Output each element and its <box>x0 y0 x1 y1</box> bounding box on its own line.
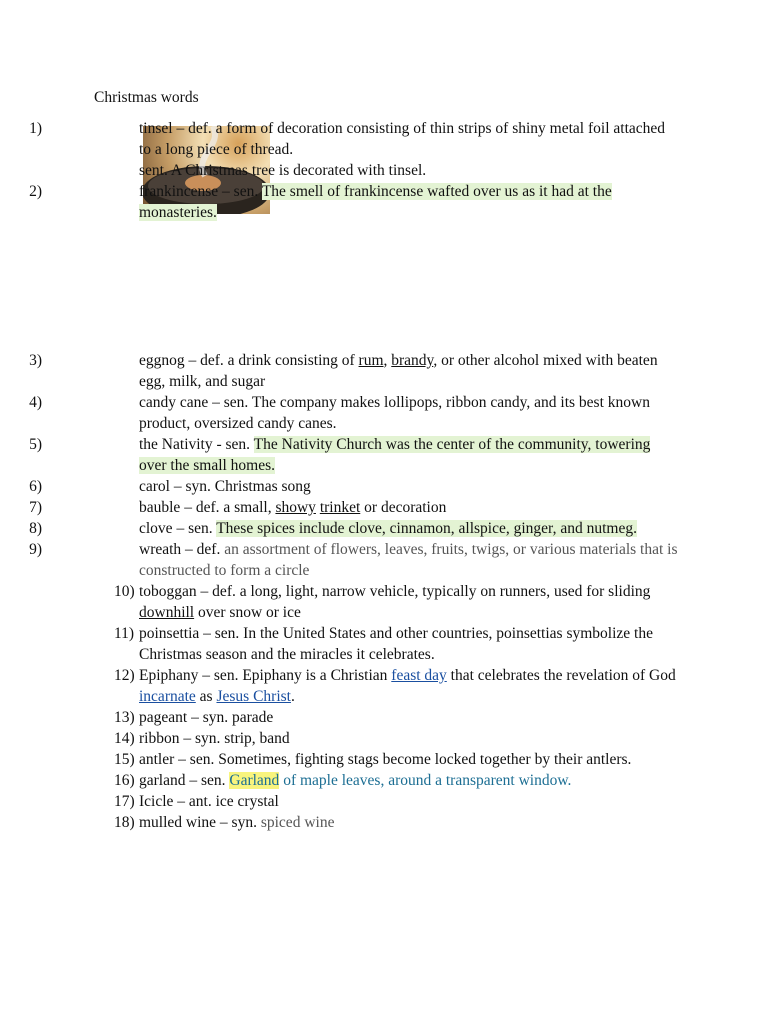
text-span: The Nativity Church was the center of the community, towering over the small homes. <box>139 436 651 474</box>
item-number: 6) <box>29 478 42 495</box>
list-item <box>0 728 679 749</box>
list-item <box>0 350 679 392</box>
item-number: 15) <box>114 751 135 768</box>
text-span: an assortment of flowers, leaves, fruits, twigs, or various materials that is constructed to form a circle <box>139 541 678 579</box>
vocabulary-list <box>0 118 768 833</box>
text-span: of maple leaves, around a transparent window. <box>279 772 572 789</box>
item-number: 10) <box>114 583 135 600</box>
item-text <box>139 751 631 768</box>
item-text <box>139 478 311 495</box>
text-span: sent. A Christmas tree is decorated with tinsel. <box>139 162 427 179</box>
text-span: that celebrates the revelation of God <box>446 667 676 684</box>
list-item <box>0 497 679 518</box>
item-number: 16) <box>114 772 135 789</box>
text-span: These spices include clove, cinnamon, allspice, ginger, and nutmeg. <box>216 520 637 537</box>
item-text <box>139 541 678 579</box>
text-span: as <box>195 688 217 705</box>
text-span: brandy <box>391 352 434 369</box>
list-item <box>0 518 679 539</box>
item-number: 18) <box>114 814 135 831</box>
text-span: showy <box>275 499 316 516</box>
text-link[interactable]: Jesus Christ <box>216 688 291 705</box>
text-span: bauble – def. a small, <box>139 499 276 516</box>
item-text <box>139 394 650 432</box>
text-span: Epiphany – sen. Epiphany is a Christian <box>139 667 392 684</box>
text-span: garland – sen. <box>139 772 230 789</box>
text-span: antler – sen. Sometimes, fighting stags become locked together by their antlers. <box>139 751 632 768</box>
page-title: Christmas words <box>94 89 199 106</box>
item-text <box>139 436 650 474</box>
text-link[interactable]: feast day <box>391 667 447 684</box>
text-span: eggnog – def. a drink consisting of <box>139 352 359 369</box>
list-item <box>0 434 679 476</box>
item-text <box>139 625 653 663</box>
text-span: the Nativity - sen. <box>139 436 254 453</box>
item-number: 1) <box>29 120 42 137</box>
text-span: spiced wine <box>260 814 335 831</box>
item-text <box>139 499 446 516</box>
item-number: 3) <box>29 352 42 369</box>
item-number: 7) <box>29 499 42 516</box>
text-link[interactable]: incarnate <box>139 688 196 705</box>
list-item <box>0 581 679 623</box>
item-text <box>139 352 658 390</box>
list-item <box>0 812 679 833</box>
text-span: The smell of frankincense wafted over us as it had at the monasteries. <box>139 183 612 221</box>
list-item <box>0 770 679 791</box>
text-span: clove – sen. <box>139 520 217 537</box>
item-number: 4) <box>29 394 42 411</box>
list-item <box>0 749 679 770</box>
item-number: 17) <box>114 793 135 810</box>
list-item <box>0 665 679 707</box>
item-text <box>139 667 676 705</box>
text-span: toboggan – def. a long, light, narrow vehicle, typically on runners, used for sliding <box>139 583 651 600</box>
text-span: carol – syn. Christmas song <box>139 478 311 495</box>
item-text <box>139 120 665 179</box>
list-item <box>0 707 679 728</box>
item-text <box>139 520 637 537</box>
list-item <box>0 181 679 223</box>
text-span: Icicle – ant. ice crystal <box>139 793 279 810</box>
text-span: . <box>290 688 295 705</box>
text-span: , <box>383 352 392 369</box>
text-span: , or other alcohol mixed with beaten egg, milk, and sugar <box>139 352 658 390</box>
item-text <box>139 814 334 831</box>
item-number: 12) <box>114 667 135 684</box>
item-number: 14) <box>114 730 135 747</box>
item-number: 13) <box>114 709 135 726</box>
text-span: over snow or ice <box>194 604 301 621</box>
text-span: or decoration <box>360 499 447 516</box>
item-number: 2) <box>29 183 42 200</box>
text-span: rum <box>358 352 384 369</box>
item-text <box>139 583 650 621</box>
list-item <box>0 118 679 181</box>
item-number: 8) <box>29 520 42 537</box>
item-text <box>139 793 279 810</box>
text-span: candy cane – sen. The company makes lollipops, ribbon candy, and its best known product, oversized candy canes. <box>139 394 650 432</box>
text-span: Garland <box>229 772 280 789</box>
list-item <box>0 476 679 497</box>
text-span: pageant – syn. parade <box>139 709 274 726</box>
text-span: ribbon – syn. strip, band <box>139 730 290 747</box>
text-span: downhill <box>139 604 195 621</box>
item-text <box>139 709 273 726</box>
item-text <box>139 730 290 747</box>
item-number: 5) <box>29 436 42 453</box>
list-item <box>0 791 679 812</box>
list-item <box>0 623 679 665</box>
text-span: frankincense – sen. <box>139 183 262 200</box>
text-span: wreath – def. <box>139 541 225 558</box>
text-span: poinsettia – sen. In the United States and other countries, poinsettias symbolize the Christmas season and the miracles it celebrates. <box>139 625 653 663</box>
text-span: tinsel – def. a form of decoration consisting of thin strips of shiny metal foil attached to a long piece of thread. <box>139 120 666 158</box>
item-text <box>139 183 612 221</box>
text-span: trinket <box>319 499 361 516</box>
list-item <box>0 392 679 434</box>
list-item <box>0 539 679 581</box>
item-number: 9) <box>29 541 42 558</box>
text-span: mulled wine – syn. <box>139 814 261 831</box>
item-text <box>139 772 571 789</box>
item-number: 11) <box>114 625 135 642</box>
image-spacer <box>0 223 768 350</box>
